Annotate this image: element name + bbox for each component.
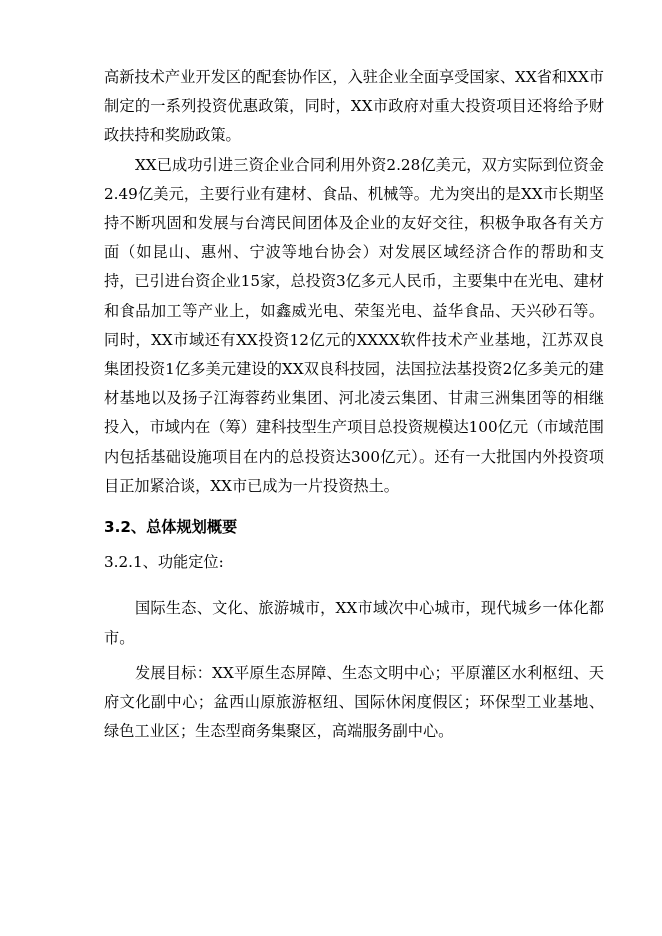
paragraph-positioning: 国际生态、文化、旅游城市，XX市域次中心城市，现代城乡一体化都市。 xyxy=(104,599,604,647)
paragraph-investment-policy: 高新技术产业开发区的配套协作区，入驻企业全面享受国家、XX省和XX市制定的一系列投资优惠政策，同时，XX市政府对重大投资项目还将给予财政扶持和奖励政策。 xyxy=(104,68,604,145)
document-page xyxy=(104,63,604,746)
section-heading: 3.2、总体规划概要 xyxy=(104,518,238,537)
subsection-heading: 3.2.1、功能定位: xyxy=(104,553,224,572)
paragraph-development-goals: 发展目标：XX平原生态屏障、生态文明中心；平原灌区水利枢纽、天府文化副中心；盆西山原旅游枢纽、国际休闲度假区；环保型工业基地、绿色工业区；生态型商务集聚区，高端服务副中心。 xyxy=(104,663,604,741)
paragraph-foreign-investment: XX已成功引进三资企业合同利用外资2.28亿美元，双方实际到位资金2.49亿美元，主要行业有建材、食品、机械等。尤为突出的是XX市长期坚持不断巩固和发展与台湾民间团体及企业的友好交往，积极争取各有关方面（如昆山、惠州、宁波等地台协会）对发展区域经济合作的帮助和支持，已引进台资企业15家，总投资3亿多元人民币，主要集中在光电、建材和食品加工等产业上，如鑫威光电、荣玺光电、益华食品、天兴砂石等。同时，XX市域还有XX投资12亿元的XXXX软件技术产业基地，江苏双良集团投资1亿多美元建设的XX双良科技园，法国拉法基投资2亿多美元的建材基地以及扬子江海蓉药业集团、河北凌云集团、甘肃三洲集团等的相继投入，市域内在（筹）建科技型生产项目总投资规模达100亿元（市域范围内包括基础设施项目在内的总投资达300亿元）。还有一大批国内外投资项目正加紧洽谈，XX市已成为一片投资热土。 xyxy=(104,155,604,495)
